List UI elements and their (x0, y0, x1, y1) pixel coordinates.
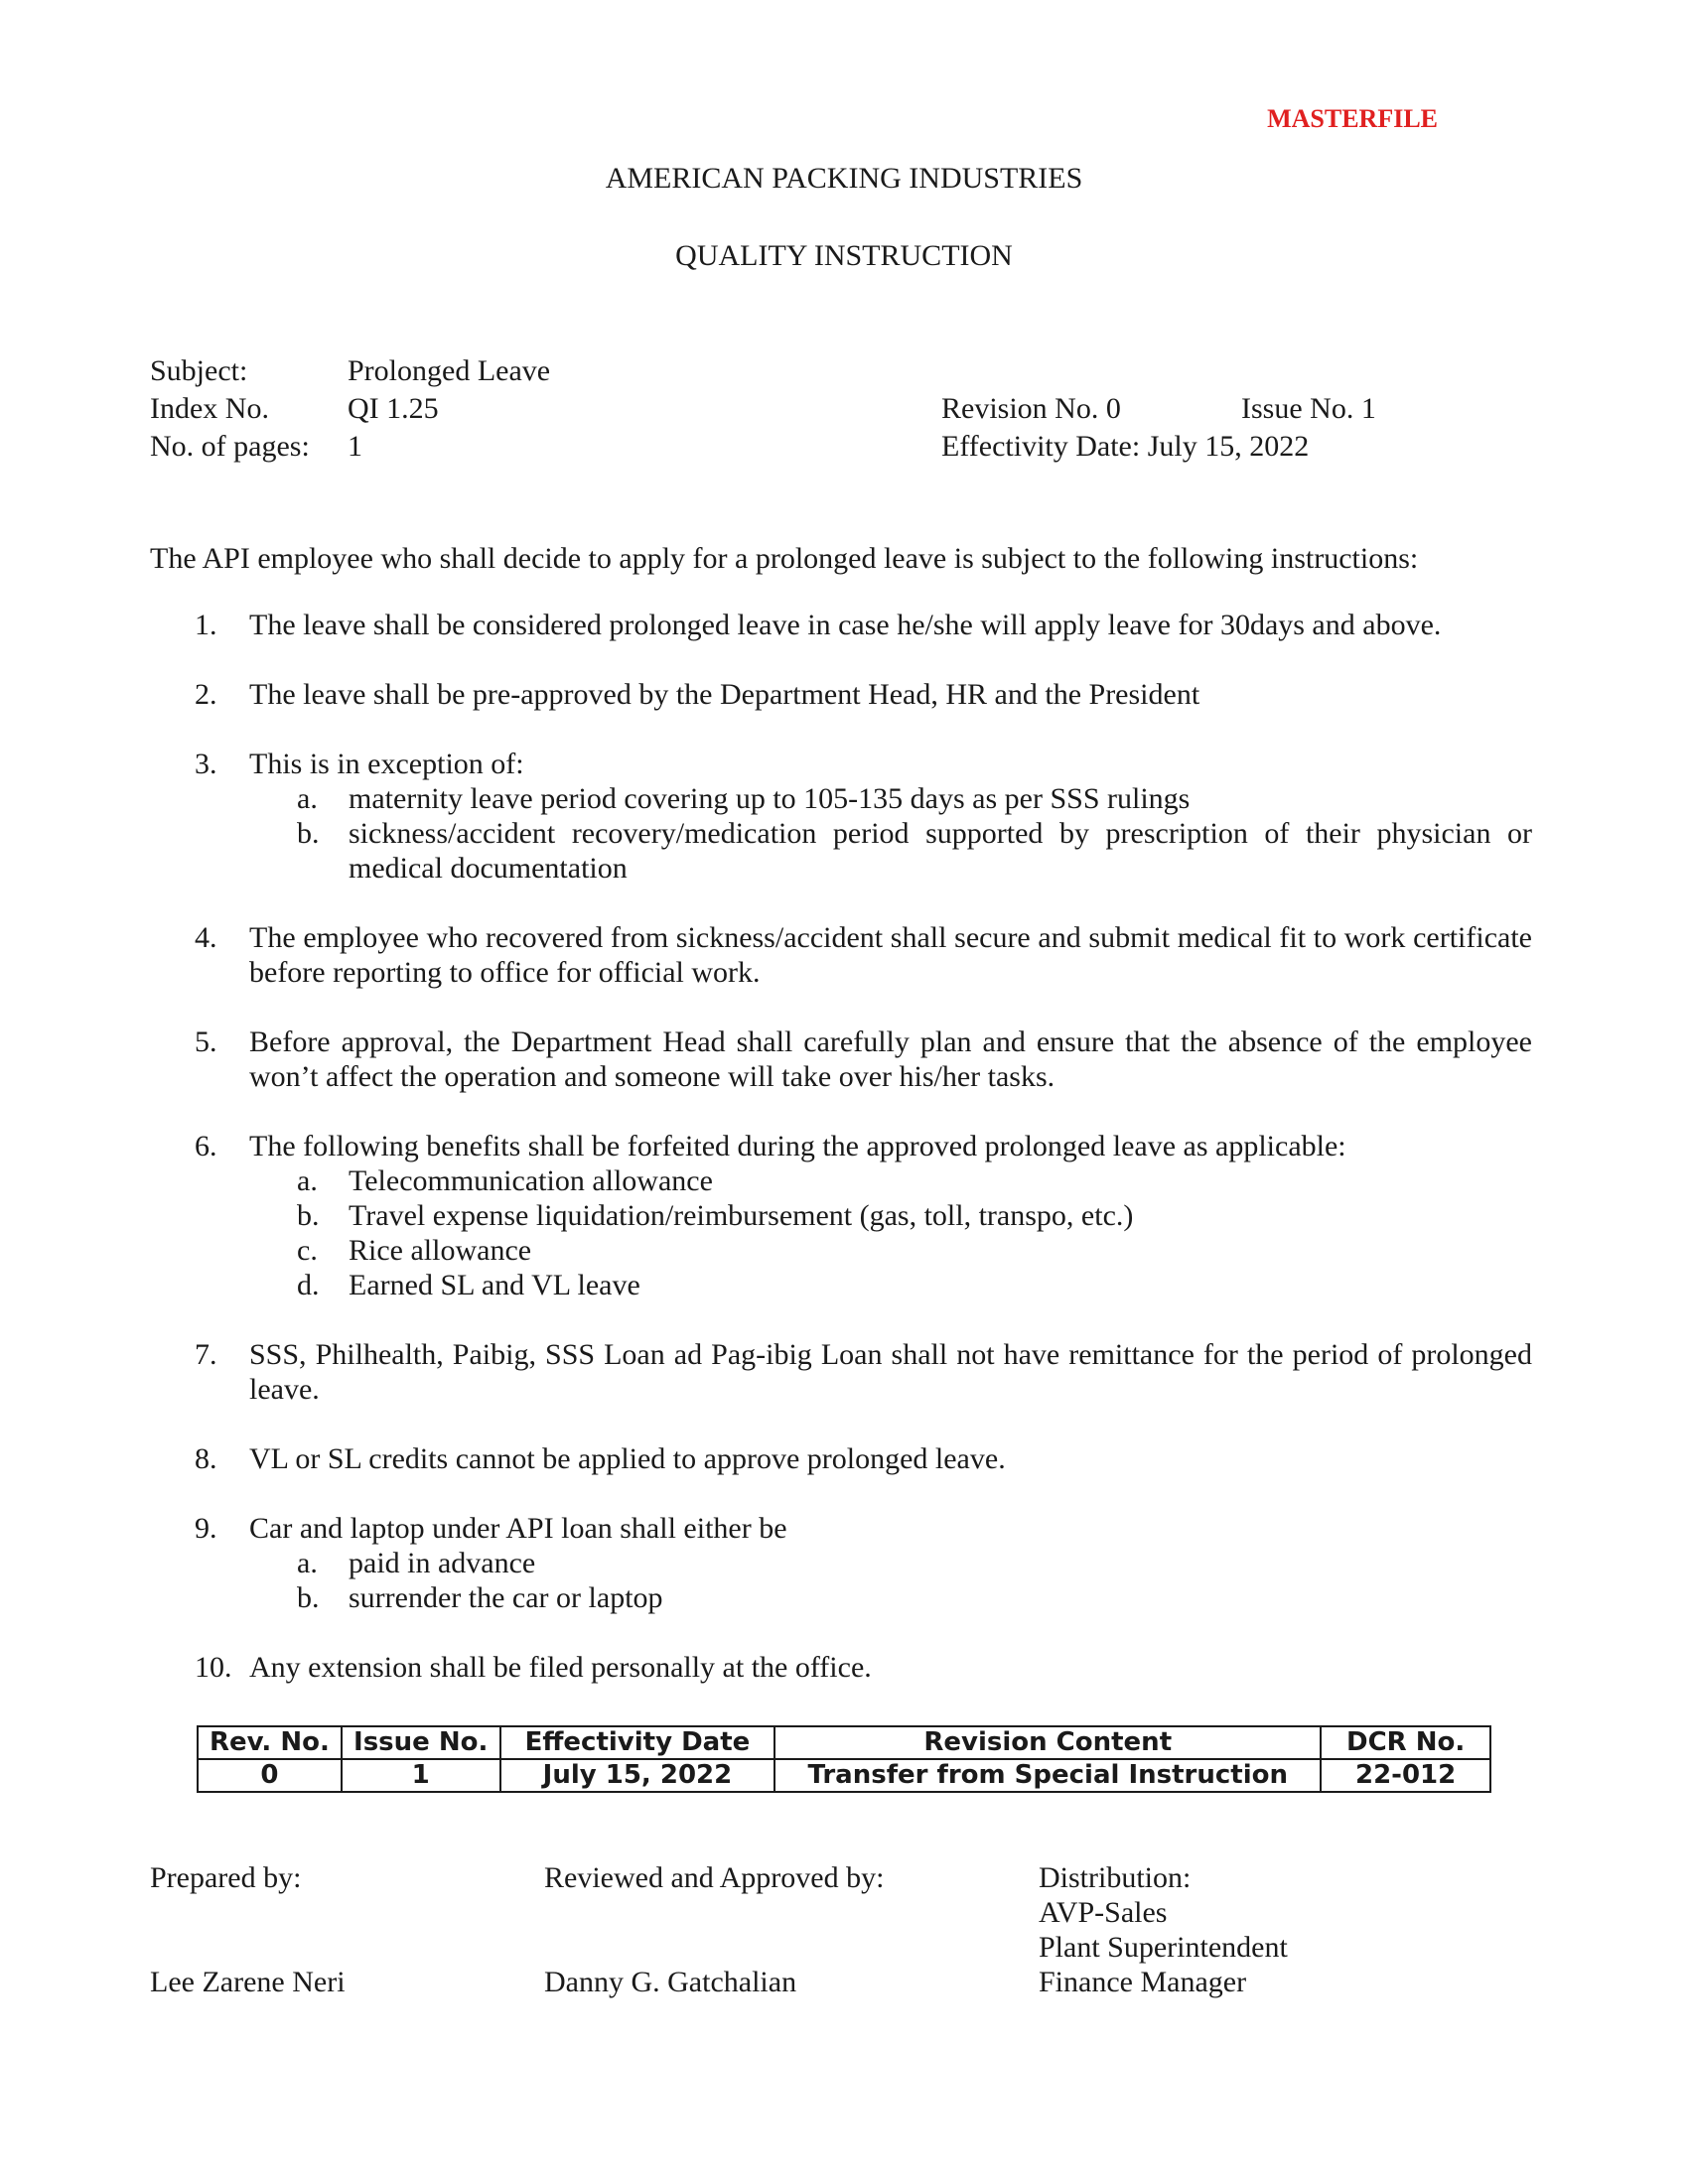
item-number: 8. (195, 1442, 217, 1475)
sub-item (249, 1198, 1532, 1233)
item-text: The following benefits shall be forfeited during the approved prolonged leave as applicable: (249, 1130, 1346, 1162)
index-label: Index No. (150, 392, 269, 425)
item-number: 4. (195, 921, 217, 954)
masterfile-stamp: MASTERFILE (1267, 104, 1438, 133)
item-text: VL or SL credits cannot be applied to approve prolonged leave. (249, 1442, 1006, 1475)
distribution-item: Plant Superintendent (1039, 1931, 1288, 1964)
distribution-item: Finance Manager (1039, 1966, 1247, 1998)
list-item (150, 747, 1532, 886)
sub-item (249, 1233, 1532, 1268)
effectivity-date: Effectivity Date: July 15, 2022 (941, 430, 1310, 463)
sub-item (249, 1268, 1532, 1302)
revision-number: Revision No. 0 (941, 392, 1121, 425)
item-number: 6. (195, 1130, 217, 1162)
column-header: Issue No. (342, 1726, 500, 1759)
sub-item-letter: b. (297, 1581, 320, 1614)
table-cell: July 15, 2022 (500, 1759, 775, 1792)
list-item (150, 608, 1532, 642)
item-number: 10. (195, 1651, 232, 1684)
item-text: The leave shall be pre-approved by the Department Head, HR and the President (249, 678, 1200, 711)
sub-item-letter: a. (297, 1164, 318, 1197)
sub-item-text: paid in advance (349, 1547, 536, 1579)
column-header: Effectivity Date (500, 1726, 775, 1759)
sub-item-letter: d. (297, 1269, 320, 1301)
list-item (150, 1650, 1532, 1685)
item-text: Car and laptop under API loan shall either be (249, 1512, 787, 1545)
sub-item-letter: a. (297, 1547, 318, 1579)
item-number: 7. (195, 1338, 217, 1371)
sub-item (249, 1163, 1532, 1198)
pages-value: 1 (348, 430, 362, 463)
distribution-label: Distribution: (1039, 1861, 1192, 1894)
sub-item (249, 781, 1532, 816)
pages-label: No. of pages: (150, 430, 310, 463)
list-item (150, 1511, 1532, 1615)
company-name: AMERICAN PACKING INDUSTRIES (605, 162, 1083, 195)
column-header: DCR No. (1321, 1726, 1490, 1759)
prepared-by-label: Prepared by: (150, 1861, 302, 1894)
sub-item-text: Telecommunication allowance (349, 1164, 713, 1197)
item-text: The employee who recovered from sickness/accident shall secure and submit medical fit to work certificate before reporting to office for official work. (249, 921, 1532, 989)
item-text: The leave shall be considered prolonged leave in case he/she will apply leave for 30days and above. (249, 609, 1442, 641)
sub-item-text: surrender the car or laptop (349, 1581, 663, 1614)
table-cell: Transfer from Special Instruction (774, 1759, 1321, 1792)
document-type-title: QUALITY INSTRUCTION (675, 239, 1013, 272)
index-value: QI 1.25 (348, 392, 439, 425)
item-number: 3. (195, 748, 217, 780)
sub-item (249, 816, 1532, 886)
item-text: This is in exception of: (249, 748, 524, 780)
list-item (150, 1129, 1532, 1302)
instruction-list (150, 608, 1532, 1719)
sub-item-letter: b. (297, 817, 320, 850)
sub-item-letter: a. (297, 782, 318, 815)
table-row (198, 1759, 1490, 1792)
sub-item (249, 1580, 1532, 1615)
list-item (150, 677, 1532, 712)
table-header-row (198, 1726, 1490, 1759)
sub-item-text: Rice allowance (349, 1234, 532, 1267)
sub-item-letter: c. (297, 1234, 318, 1267)
column-header: Rev. No. (198, 1726, 342, 1759)
table-cell: 1 (342, 1759, 500, 1792)
sub-item-text: Earned SL and VL leave (349, 1269, 640, 1301)
table-cell: 22-012 (1321, 1759, 1490, 1792)
reviewed-by-label: Reviewed and Approved by: (544, 1861, 885, 1894)
item-number: 2. (195, 678, 217, 711)
prepared-by-name: Lee Zarene Neri (150, 1966, 346, 1998)
list-item (150, 1337, 1532, 1407)
distribution-item: AVP-Sales (1039, 1896, 1168, 1929)
intro-paragraph: The API employee who shall decide to apply for a prolonged leave is subject to the following instructions: (150, 542, 1419, 575)
item-text: Before approval, the Department Head shall carefully plan and ensure that the absence of the employee won’t affect the operation and someone will take over his/her tasks. (249, 1025, 1532, 1093)
reviewed-by-name: Danny G. Gatchalian (544, 1966, 797, 1998)
sub-item-text: Travel expense liquidation/reimbursement (gas, toll, transpo, etc.) (349, 1199, 1134, 1232)
list-item (150, 1024, 1532, 1094)
list-item (150, 1441, 1532, 1476)
list-item (150, 920, 1532, 990)
sub-item (249, 1546, 1532, 1580)
item-number: 5. (195, 1025, 217, 1058)
column-header: Revision Content (774, 1726, 1321, 1759)
subject-value: Prolonged Leave (348, 354, 551, 387)
item-number: 1. (195, 609, 217, 641)
sub-item-text: maternity leave period covering up to 105-135 days as per SSS rulings (349, 782, 1191, 815)
item-text: Any extension shall be filed personally at the office. (249, 1651, 872, 1684)
table-cell: 0 (198, 1759, 342, 1792)
issue-number: Issue No. 1 (1241, 392, 1376, 425)
item-number: 9. (195, 1512, 217, 1545)
item-text: SSS, Philhealth, Paibig, SSS Loan ad Pag-ibig Loan shall not have remittance for the period of prolonged leave. (249, 1338, 1532, 1406)
sub-item-letter: b. (297, 1199, 320, 1232)
subject-label: Subject: (150, 354, 248, 387)
revision-table (197, 1725, 1491, 1793)
sub-item-text: sickness/accident recovery/medication period supported by prescription of their physician or medical documentation (349, 817, 1532, 885)
